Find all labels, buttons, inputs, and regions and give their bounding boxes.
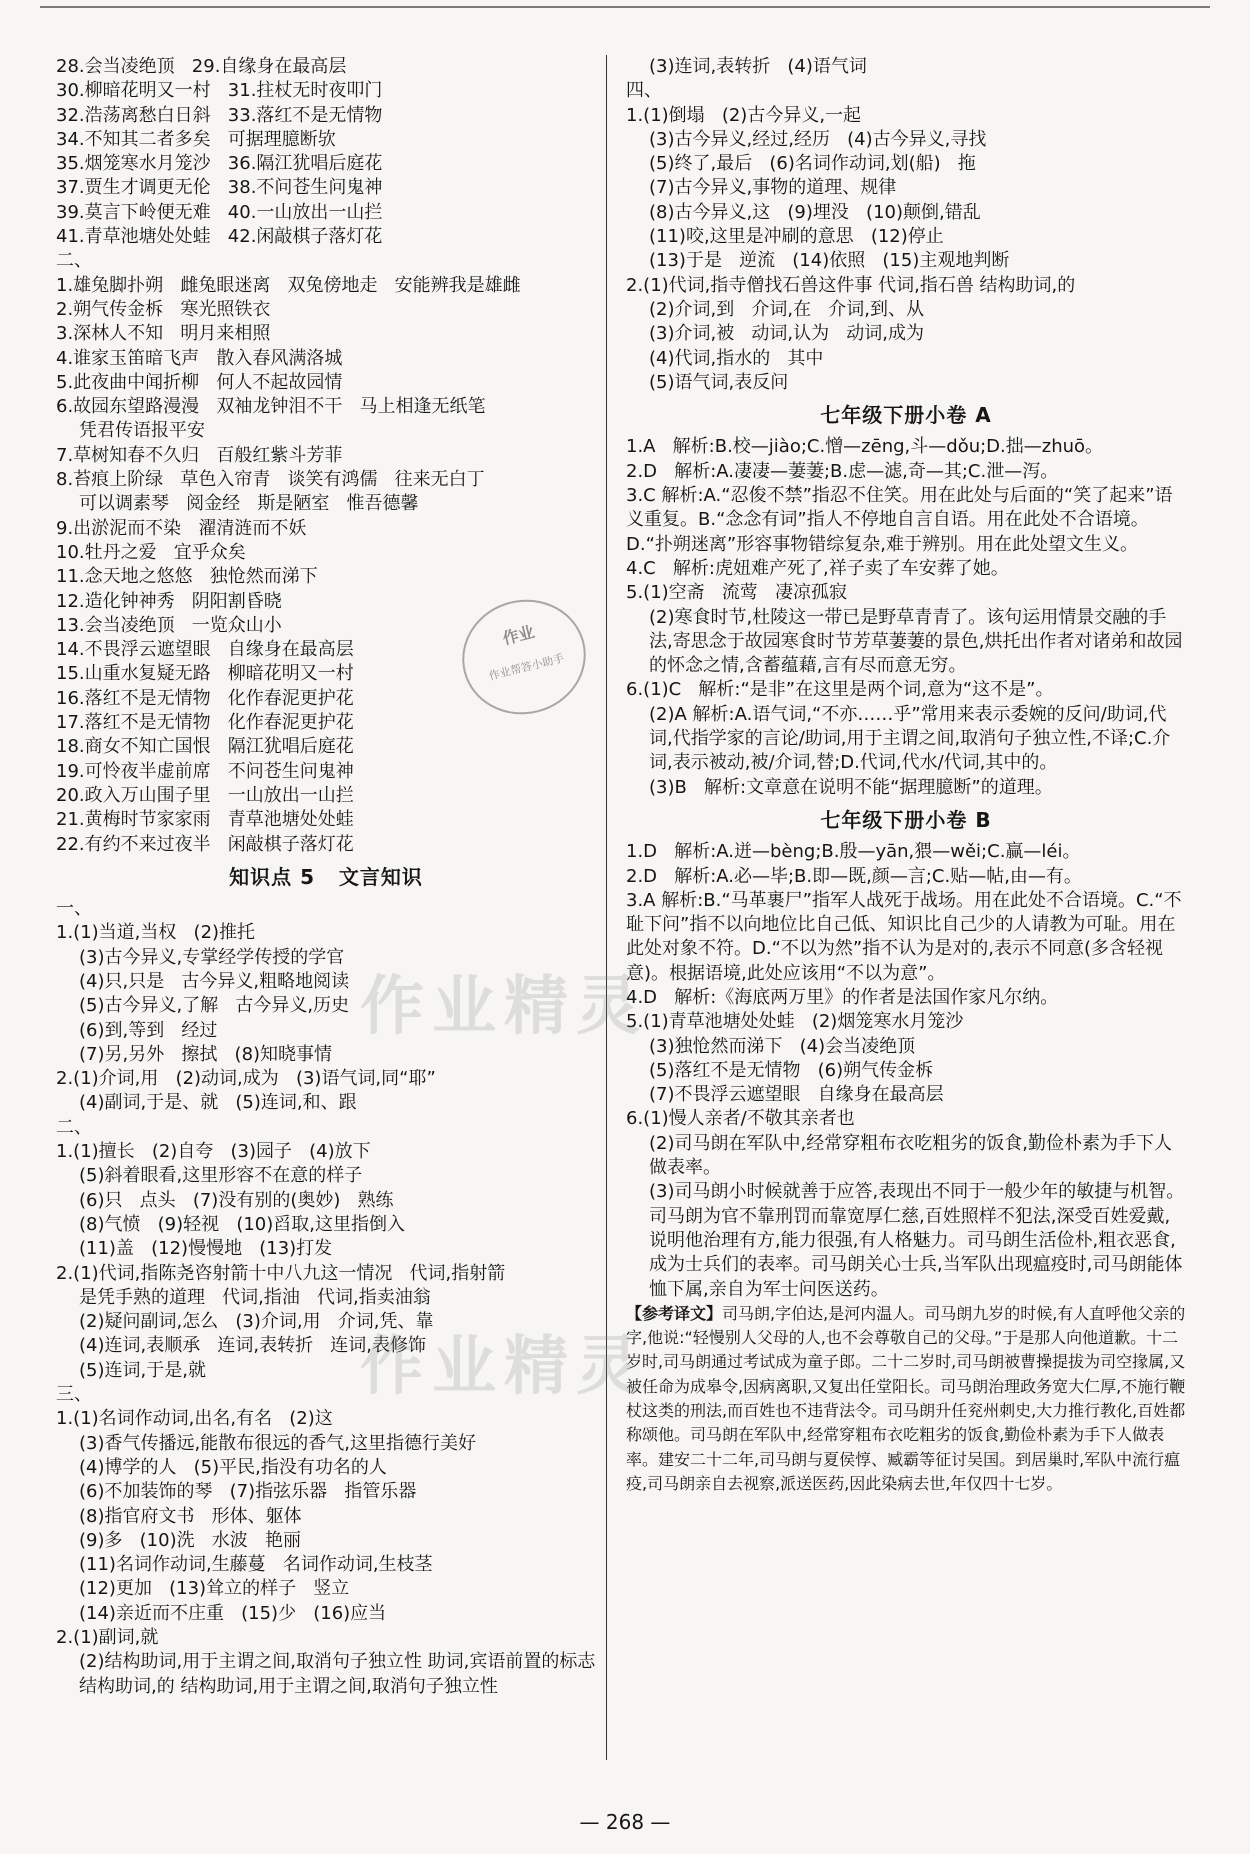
answer-line: 15.山重水复疑无路 柳暗花明又一村: [56, 663, 354, 685]
answer-line: 2.D 解析:A.凄凄—萋萋;B.虑—滤,奇—其;C.泄—泻。: [626, 460, 1059, 482]
stamp-line2: 作业帮答小助手: [487, 651, 566, 683]
answer-line: (4)博学的人 (5)平民,指没有功名的人: [79, 1456, 387, 1478]
answer-line: 4.谁家玉笛暗飞声 散入春风满洛城: [56, 347, 343, 369]
answer-line: 2.(1)介词,用 (2)动词,成为 (3)语气词,同“耶”: [56, 1068, 436, 1090]
answer-line: 三、: [56, 1384, 92, 1406]
watermark: 作业精灵: [360, 970, 648, 1044]
answer-line: 20.政入万山围子里 一山放出一山拦: [56, 784, 354, 806]
answer-line: 8.苔痕上阶绿 草色入帘青 谈笑有鸿儒 往来无白丁: [56, 469, 485, 491]
answer-line: 1.D 解析:A.迸—bèng;B.殷—yān,猥—wěi;C.赢—léi。: [626, 841, 1081, 863]
answer-line: 1.(1)名词作动词,出名,有名 (2)这: [56, 1408, 333, 1430]
answer-line: 四、: [626, 80, 662, 102]
answer-line: 6.(1)慢人亲者/不敬其亲者也: [626, 1108, 855, 1130]
answer-line: 22.有约不来过夜半 闲敲棋子落灯花: [56, 833, 354, 855]
answer-line: 1.A 解析:B.校—jiào;C.憎—zēng,斗—dǒu;D.拙—zhuō。: [626, 436, 1104, 458]
answer-line: (3)古今异义,专掌经学传授的学官: [79, 946, 345, 968]
answer-line: 5.(1)空斋 流莺 凄凉孤寂: [626, 582, 848, 604]
top-rule: [40, 6, 1210, 8]
answer-line: 41.青草池塘处处蛙 42.闲敲棋子落灯花: [56, 226, 383, 248]
answer-line: (4)代词,指水的 其中: [649, 347, 824, 369]
answer-line: (4)副词,于是、就 (5)连词,和、跟: [79, 1092, 357, 1114]
section-heading: 知识点 5 文言知识: [229, 864, 423, 889]
answer-line: (6)到,等到 经过: [79, 1019, 218, 1041]
answer-line: (2)结构助词,用于主谓之间,取消句子独立性 助词,宾语前置的标志 结构助词,的 结构助词,用于主谓之间,取消句子独立性: [79, 1651, 596, 1697]
answer-line: 13.会当凌绝顶 一览众山小: [56, 614, 282, 636]
answer-line: 1.(1)倒塌 (2)古今异义,一起: [626, 104, 862, 126]
answer-line: 二、: [56, 1116, 92, 1138]
answer-line: 34.不知其二者多矣 可据理臆断欤: [56, 128, 336, 150]
answer-line: (5)终了,最后 (6)名词作动词,划(船) 拖: [649, 153, 976, 175]
answer-line: (11)名词作动词,生藤蔓 名词作动词,生枝茎: [79, 1554, 433, 1576]
answer-line: 6.故园东望路漫漫 双袖龙钟泪不干 马上相逢无纸笔: [56, 396, 486, 418]
answer-line: (2)介词,到 介词,在 介词,到、从: [649, 298, 924, 320]
answer-line: 2.(1)代词,指陈尧咨射箭十中八九这一情况 代词,指射箭: [56, 1262, 506, 1284]
answer-line: (13)于是 逆流 (14)依照 (15)主观地判断: [649, 250, 1010, 272]
answer-line: 4.D 解析:《海底两万里》的作者是法国作家凡尔纳。: [626, 986, 1059, 1008]
answer-line: 7.草树知春不久归 百般红紫斗芳菲: [56, 444, 343, 466]
answer-line: (3)连词,表转折 (4)语气词: [649, 56, 867, 77]
answer-line: 32.浩荡离愁白日斜 33.落红不是无情物: [56, 104, 383, 126]
answer-line: 39.莫言下岭便无难 40.一山放出一山拦: [56, 201, 383, 223]
page-number: — 268 —: [579, 1810, 671, 1834]
answer-line: 2.(1)代词,指寺僧找石兽这件事 代词,指石兽 结构助词,的: [626, 274, 1076, 296]
answer-line: (9)多 (10)洗 水波 艳丽: [79, 1529, 301, 1551]
answer-line: (11)咬,这里是冲刷的意思 (12)停止: [649, 226, 944, 248]
answer-line: (5)连词,于是,就: [79, 1359, 206, 1381]
stamp-line1: 作业: [500, 622, 537, 649]
answer-line: (8)古今异义,这 (9)埋没 (10)颠倒,错乱: [649, 201, 981, 223]
answer-line: (3)香气传播远,能散布很远的香气,这里指德行美好: [79, 1432, 476, 1454]
answer-line: (3)司马朗小时候就善于应答,表现出不同于一般少年的敏捷与机智。司马朗为官不靠刑罚而靠宽厚仁慈,百姓照样不犯法,深受百姓爱戴,说明他治理有方,能力很强,有人格魅力。司马朗生活俭朴,粗衣恶食,成为士兵们的表率。司马朗关心士兵,当军队出现瘟疫时,司马朗能体恤下属,亲自为军士问医送药。: [649, 1181, 1185, 1300]
answer-line: 1.(1)擅长 (2)自夸 (3)园子 (4)放下: [56, 1141, 371, 1163]
answer-line: 16.落红不是无情物 化作春泥更护花: [56, 687, 354, 709]
answer-line: (5)落红不是无情物 (6)朔气传金柝: [649, 1059, 934, 1081]
answer-line: 11.念天地之悠悠 独怆然而涕下: [56, 566, 318, 588]
answer-line: 一、: [56, 898, 92, 920]
answer-line: 5.此夜曲中闻折柳 何人不起故园情: [56, 371, 343, 393]
answer-line: (5)语气词,表反问: [649, 371, 789, 393]
answer-line: 【参考译文】司马朗,字伯达,是河内温人。司马朗九岁的时候,有人直呼他父亲的字,他说:“轻慢别人父母的人,也不会尊敬自己的父母。”于是那人向他道歉。十二岁时,司马朗通过考试成为童子郎。二十二岁时,司马朗被曹操提拔为司空掾属,又被任命为成皋令,因病离职,又复出任堂阳长。司马朗治理政务宽大仁厚,不施行鞭杖这类的刑法,而百姓也不违背法令。司马朗升任兖州刺史,大力推行教化,百姓都称颂他。司马朗在军队中,经常穿粗布衣吃粗劣的饭食,勤俭朴素为手下人做表率。建安二十二年,司马朗与夏侯惇、臧霸等征讨吴国。到居巢时,军队中流行瘟疫,司马朗亲自去视察,派送医药,因此染病去世,年仅四十七岁。: [626, 1303, 1186, 1493]
answer-line: 19.可怜夜半虚前席 不问苍生问鬼神: [56, 760, 354, 782]
answer-line: 3.深林人不知 明月来相照: [56, 323, 271, 345]
answer-line: (2)A 解析:A.语气词,“不亦……乎”常用来表示委婉的反问/助词,代词,代指学家的言论/助词,用于主谓之间,取消句子独立性,不译;C.介词,表示被动,被/介词,替;D.代词,代水/代词,其中的。: [649, 703, 1171, 774]
answer-line: 17.落红不是无情物 化作春泥更护花: [56, 712, 354, 734]
answer-line: (3)介词,被 动词,认为 动词,成为: [649, 323, 924, 345]
answer-line: 2.D 解析:A.必—毕;B.即—既,颜—言;C.贴—帖,由—有。: [626, 865, 1082, 887]
answer-line: (8)指官府文书 形体、躯体: [79, 1505, 302, 1527]
section-heading: 七年级下册小卷 A: [820, 403, 992, 428]
answer-line: 21.黄梅时节家家雨 青草池塘处处蛙: [56, 809, 354, 831]
answer-line: 28.会当凌绝顶 29.自缘身在最高层: [56, 56, 347, 77]
answer-line: (2)寒食时节,杜陵这一带已是野草青青了。该句运用情景交融的手法,寄思念于故园寒食时节芳草萋萋的景色,烘托出作者对诸弟和故园的怀念之情,含蓄蕴藉,言有尽而意无穷。: [649, 606, 1183, 677]
answer-line: (6)只 点头 (7)没有别的(奥妙) 熟练: [79, 1189, 394, 1211]
answer-line: 3.C 解析:A.“忍俊不禁”指忍不住笑。用在此处与后面的“笑了起来”语义重复。B.“念念有词”指人不停地自言自语。用在此处不合语境。D.“扑朔迷离”形容事物错综复杂,难于辨别。用在此处望文生义。: [626, 485, 1173, 555]
answer-line: (4)只,只是 古今异义,粗略地阅读: [79, 970, 350, 992]
answer-line: 凭君传语报平安: [79, 420, 205, 442]
column-divider: [606, 55, 607, 1760]
watermark: 作业精灵: [360, 1330, 648, 1404]
answer-line: 4.C 解析:虎妞难产死了,祥子卖了车安葬了她。: [626, 557, 1009, 579]
answer-line: (14)亲近而不庄重 (15)少 (16)应当: [79, 1602, 387, 1624]
answer-line: (3)B 解析:文章意在说明不能“据理臆断”的道理。: [649, 776, 1053, 798]
answer-line: 2.朔气传金柝 寒光照铁衣: [56, 298, 271, 320]
answer-line: 18.商女不知亡国恨 隔江犹唱后庭花: [56, 736, 354, 758]
answer-line: (8)气愤 (9)轻视 (10)舀取,这里指倒入: [79, 1213, 405, 1235]
answer-line: 37.贾生才调更无伦 38.不问苍生问鬼神: [56, 177, 383, 199]
section-heading: 七年级下册小卷 B: [820, 807, 992, 832]
left-column: [56, 55, 596, 1699]
answer-line: 3.A 解析:B.“马革裹尸”指军人战死于战场。用在此处不合语境。C.“不耻下问”指不以向地位比自己低、知识比自己少的人请教为可耻。用在此处对象不符。D.“不以为然”指不认为是对的,表示不同意(多含轻视意)。根据语境,此处应该用“不以为意”。: [626, 889, 1182, 984]
answer-line: (2)疑问副词,怎么 (3)介词,用 介词,凭、靠: [79, 1311, 434, 1333]
answer-line: 35.烟笼寒水月笼沙 36.隔江犹唱后庭花: [56, 153, 383, 175]
answer-line: 12.造化钟神秀 阴阳割昏晓: [56, 590, 282, 612]
answer-line: 14.不畏浮云遮望眼 自缘身在最高层: [56, 639, 354, 661]
answer-line: (12)更加 (13)耸立的样子 竖立: [79, 1578, 350, 1600]
answer-line: (7)古今异义,事物的道理、规律: [649, 177, 897, 199]
answer-line: 5.(1)青草池塘处处蛙 (2)烟笼寒水月笼沙: [626, 1011, 964, 1033]
answer-line: 是凭手熟的道理 代词,指油 代词,指卖油翁: [79, 1286, 431, 1308]
right-column: [626, 55, 1186, 1496]
answer-line: 2.(1)副词,就: [56, 1627, 159, 1648]
answer-line: 6.(1)C 解析:“是非”在这里是两个词,意为“这不是”。: [626, 679, 1054, 701]
answer-line: (11)盖 (12)慢慢地 (13)打发: [79, 1238, 333, 1260]
answer-line: (3)古今异义,经过,经历 (4)古今异义,寻找: [649, 128, 987, 150]
answer-line: 9.出淤泥而不染 濯清涟而不妖: [56, 517, 307, 539]
answer-line: 1.雄兔脚扑朔 雌兔眼迷离 双兔傍地走 安能辨我是雄雌: [56, 274, 521, 296]
answer-line: (4)连词,表顺承 连词,表转折 连词,表修饰: [79, 1335, 426, 1357]
answer-line: (5)古今异义,了解 古今异义,历史: [79, 995, 350, 1017]
answer-line: 可以调素琴 阅金经 斯是陋室 惟吾德馨: [79, 493, 419, 515]
answer-line: 二、: [56, 250, 92, 272]
answer-line: (3)独怆然而涕下 (4)会当凌绝顶: [649, 1035, 916, 1057]
answer-line: (6)不加装饰的琴 (7)指弦乐器 指管乐器: [79, 1481, 417, 1503]
answer-line: 30.柳暗花明又一村 31.拄杖无时夜叩门: [56, 80, 383, 102]
answer-line: (7)另,另外 擦拭 (8)知晓事情: [79, 1043, 333, 1065]
answer-line: (2)司马朗在军队中,经常穿粗布衣吃粗劣的饭食,勤俭朴素为手下人做表率。: [649, 1132, 1172, 1179]
answer-line: 1.(1)当道,当权 (2)推托: [56, 922, 256, 944]
answer-line: 10.牡丹之爱 宜乎众矣: [56, 541, 246, 563]
answer-line: (7)不畏浮云遮望眼 自缘身在最高层: [649, 1084, 944, 1106]
answer-line: (5)斜着眼看,这里形容不在意的样子: [79, 1165, 363, 1187]
